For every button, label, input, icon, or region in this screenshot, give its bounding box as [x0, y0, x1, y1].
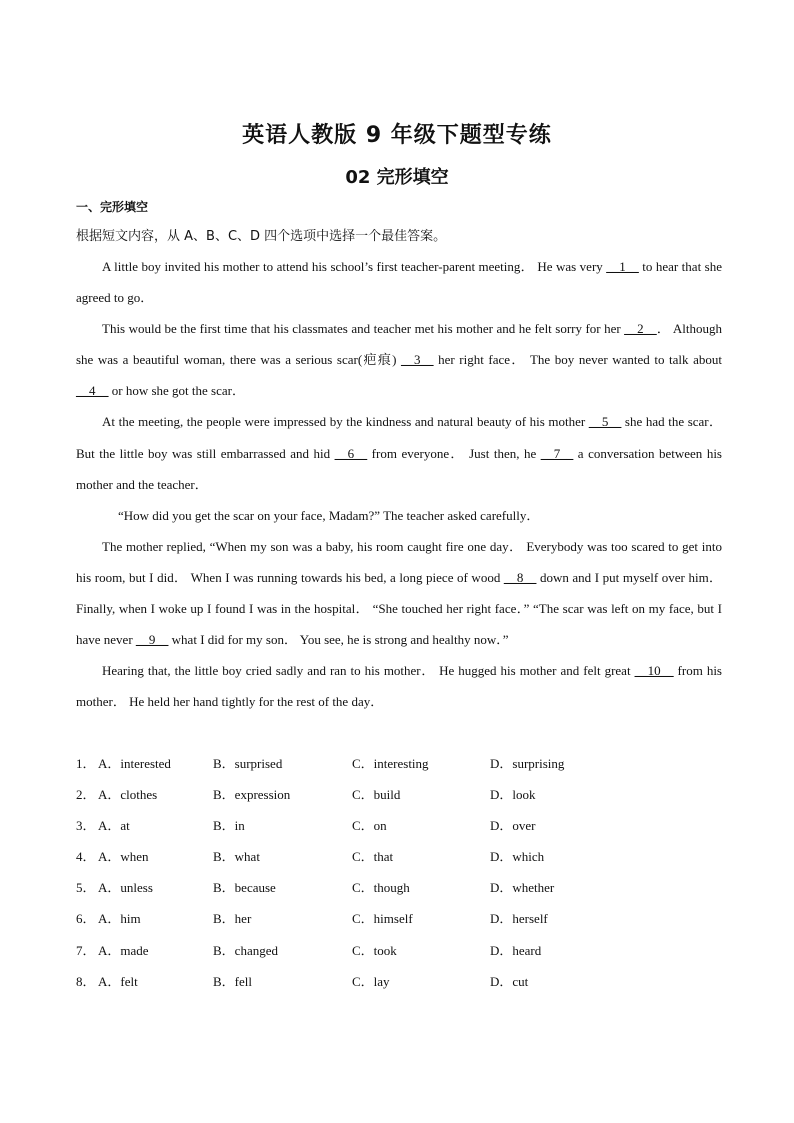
passage-text: Hearing that, the little boy cried sadly and ran to his mother． He hugged his mother and felt great — [102, 663, 635, 679]
option-d: D．look — [490, 787, 536, 803]
option-d: D．heard — [490, 942, 542, 958]
passage-paragraph-2 — [76, 313, 722, 406]
option-b: B．changed — [213, 942, 278, 958]
option-c: C．interesting — [352, 756, 429, 771]
passage-text: what I did for my son． You see, he is strong and healthy now．” — [168, 632, 509, 648]
blank-8: __8__ — [503, 569, 537, 585]
option-a: A．when — [98, 849, 149, 865]
question-number: 4． — [76, 849, 96, 865]
blank-5: __5__ — [588, 414, 622, 430]
section-instruction: 根据短文内容，从 A、B、C、D 四个选项中选择一个最佳答案。 — [76, 229, 447, 244]
option-a: A．clothes — [98, 787, 158, 803]
option-b: B．what — [213, 849, 260, 865]
question-number: 6． — [76, 911, 96, 927]
question-row — [76, 903, 722, 934]
passage-text: from everyone． Just then, he — [367, 445, 541, 461]
option-b: B．surprised — [213, 756, 283, 771]
option-d: D．over — [490, 818, 536, 834]
blank-10: __10__ — [634, 663, 674, 679]
question-number: 3． — [76, 818, 96, 834]
passage-text: ． Although she was a beautiful woman, there was a serious scar(疤痕) — [76, 321, 722, 368]
option-b: B．in — [213, 818, 245, 834]
blank-3: __3__ — [401, 352, 434, 368]
question-number: 1． — [76, 756, 96, 771]
option-c: C．took — [352, 942, 397, 958]
section-heading: 一、完形填空 — [76, 200, 149, 214]
answer-options — [76, 748, 722, 997]
passage-text: A little boy invited his mother to attend his school’s first teacher-parent meeting． He was very — [102, 259, 607, 274]
passage-text: At the meeting, the people were impressed by the kindness and natural beauty of his mother — [102, 414, 589, 430]
blank-6: __6__ — [334, 445, 368, 461]
option-d: D．cut — [490, 973, 529, 989]
blank-2: __2__ — [624, 321, 657, 337]
question-number: 7． — [76, 942, 96, 958]
question-row — [76, 841, 722, 872]
passage-text: a conversation between his mother and the teacher． — [76, 445, 722, 492]
question-row — [76, 872, 722, 903]
question-row — [76, 966, 722, 997]
question-row — [76, 810, 722, 841]
option-c: C．lay — [352, 973, 390, 989]
blank-1: __1__ — [606, 259, 639, 274]
blank-4: __4__ — [76, 383, 109, 399]
option-a: A．made — [98, 942, 149, 958]
option-d: D．whether — [490, 880, 555, 896]
passage-text: The mother replied, “When my son was a baby, his room caught fire one day． Everybody was too scared to get into his room, but I did． When I was running towards his bed, a long piece of wood — [76, 538, 722, 585]
passage-paragraph-5 — [76, 531, 722, 655]
cloze-passage — [76, 251, 722, 717]
option-a: A．felt — [98, 973, 138, 989]
passage-paragraph-1 — [76, 251, 722, 313]
option-c: C．that — [352, 849, 394, 865]
option-c: C．build — [352, 787, 401, 803]
option-a: A．him — [98, 911, 141, 927]
option-b: B．fell — [213, 973, 252, 989]
question-number: 2． — [76, 787, 96, 803]
passage-text: her right face． The boy never wanted to talk about — [433, 352, 722, 368]
passage-paragraph-4: “How did you get the scar on your face, Madam?” The teacher asked carefully． — [118, 507, 540, 523]
option-a: A．interested — [98, 756, 171, 771]
passage-text: This would be the first time that his classmates and teacher met his mother and he felt sorry for her — [102, 321, 625, 337]
passage-text: from his mother． He held her hand tightly for the rest of the day． — [76, 663, 722, 710]
option-b: B．her — [213, 911, 252, 927]
question-number: 5． — [76, 880, 96, 896]
question-row — [76, 779, 722, 810]
passage-paragraph-3 — [76, 406, 722, 499]
passage-text: to hear that she agreed to go． — [76, 259, 722, 306]
page-title: 英语人教版 9 年级下题型专练 — [242, 123, 552, 148]
option-c: C．himself — [352, 911, 413, 927]
option-a: A．at — [98, 818, 130, 834]
blank-9: __9__ — [135, 632, 169, 648]
option-c: C．on — [352, 818, 387, 834]
option-b: B．because — [213, 880, 276, 896]
option-d: D．herself — [490, 911, 548, 927]
option-d: D．which — [490, 849, 545, 865]
option-d: D．surprising — [490, 756, 565, 771]
page-subtitle: 02 完形填空 — [345, 167, 449, 188]
question-number: 8． — [76, 973, 96, 989]
question-row — [76, 748, 722, 779]
passage-text: or how she got the scar． — [108, 383, 245, 399]
passage-text: down and I put myself over him． Finally, when I woke up I found I was in the hospital． “She touched her right face．” “The scar was left on my face, but I have never — [76, 569, 722, 648]
passage-paragraph-6 — [76, 655, 722, 717]
question-row — [76, 935, 722, 966]
option-a: A．unless — [98, 880, 153, 896]
blank-7: __7__ — [540, 445, 574, 461]
option-c: C．though — [352, 880, 410, 896]
option-b: B．expression — [213, 787, 291, 803]
passage-text: she had the scar． But the little boy was still embarrassed and hid — [76, 414, 722, 461]
